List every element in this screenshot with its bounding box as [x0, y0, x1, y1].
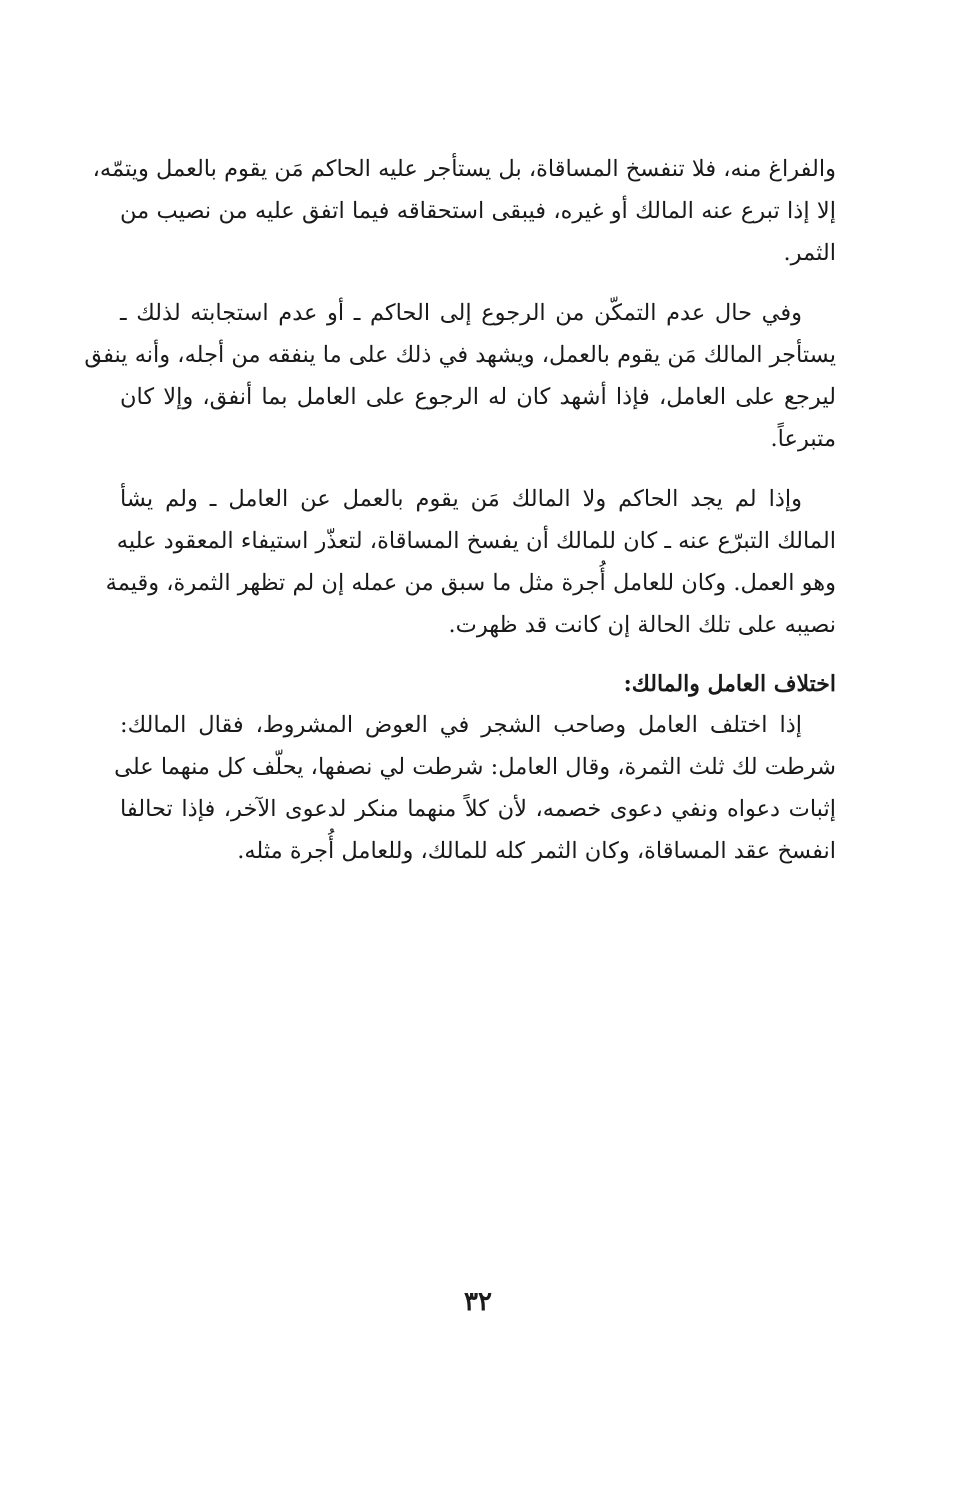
paragraph-line: شرطت لك ثلث الثمرة، وقال العامل: شرطت لي نصفها، يحلّف كل منهما على: [114, 754, 836, 780]
paragraph-line: إثبات دعواه ونفي دعوى خصمه، لأن كلاً منهما منكر لدعوى الآخر، فإذا تحالفا: [120, 796, 836, 822]
paragraph-line: والفراغ منه، فلا تنفسخ المساقاة، بل يستأجر عليه الحاكم مَن يقوم بالعمل ويتمّه،: [92, 156, 836, 182]
paragraph-line: المالك التبرّع عنه ـ كان للمالك أن يفسخ المساقاة، لتعذّر استيفاء المعقود عليه: [116, 528, 836, 554]
paragraph-line: نصيبه على تلك الحالة إن كانت قد ظهرت.: [448, 612, 836, 638]
paragraph-line: وفي حال عدم التمكّن من الرجوع إلى الحاكم ـ أو عدم استجابته لذلك ـ: [120, 300, 802, 326]
paragraph-line: إلا إذا تبرع عنه المالك أو غيره، فيبقى استحقاقه فيما اتفق عليه من نصيب من: [120, 198, 836, 224]
paragraph-line: ليرجع على العامل، فإذا أشهد كان له الرجوع على العامل بما أنفق، وإلا كان: [120, 384, 836, 410]
paragraph-line: الثمر.: [783, 240, 836, 266]
paragraph-1: [92, 148, 836, 274]
page-body: [84, 148, 836, 890]
paragraph-line: انفسخ عقد المساقاة، وكان الثمر كله للمالك، وللعامل أُجرة مثله.: [237, 838, 836, 864]
paragraph-line: وهو العمل. وكان للعامل أُجرة مثل ما سبق من عمله إن لم تظهر الثمرة، وقيمة: [105, 570, 836, 596]
paragraph-line: وإذا لم يجد الحاكم ولا المالك مَن يقوم بالعمل عن العامل ـ ولم يشأ: [120, 486, 802, 512]
paragraph-line: يستأجر المالك مَن يقوم بالعمل، ويشهد في ذلك على ما ينفقه من أجله، وأنه ينفق: [84, 342, 836, 368]
paragraph-4: [114, 704, 836, 872]
paragraph-3: [105, 478, 836, 646]
paragraph-line: متبرعاً.: [770, 426, 836, 452]
section-heading: اختلاف العامل والمالك:: [623, 671, 836, 697]
paragraph-line: إذا اختلف العامل وصاحب الشجر في العوض المشروط، فقال المالك:: [120, 712, 802, 738]
paragraph-2: [84, 292, 836, 460]
page-number: ٣٢: [464, 1287, 492, 1317]
